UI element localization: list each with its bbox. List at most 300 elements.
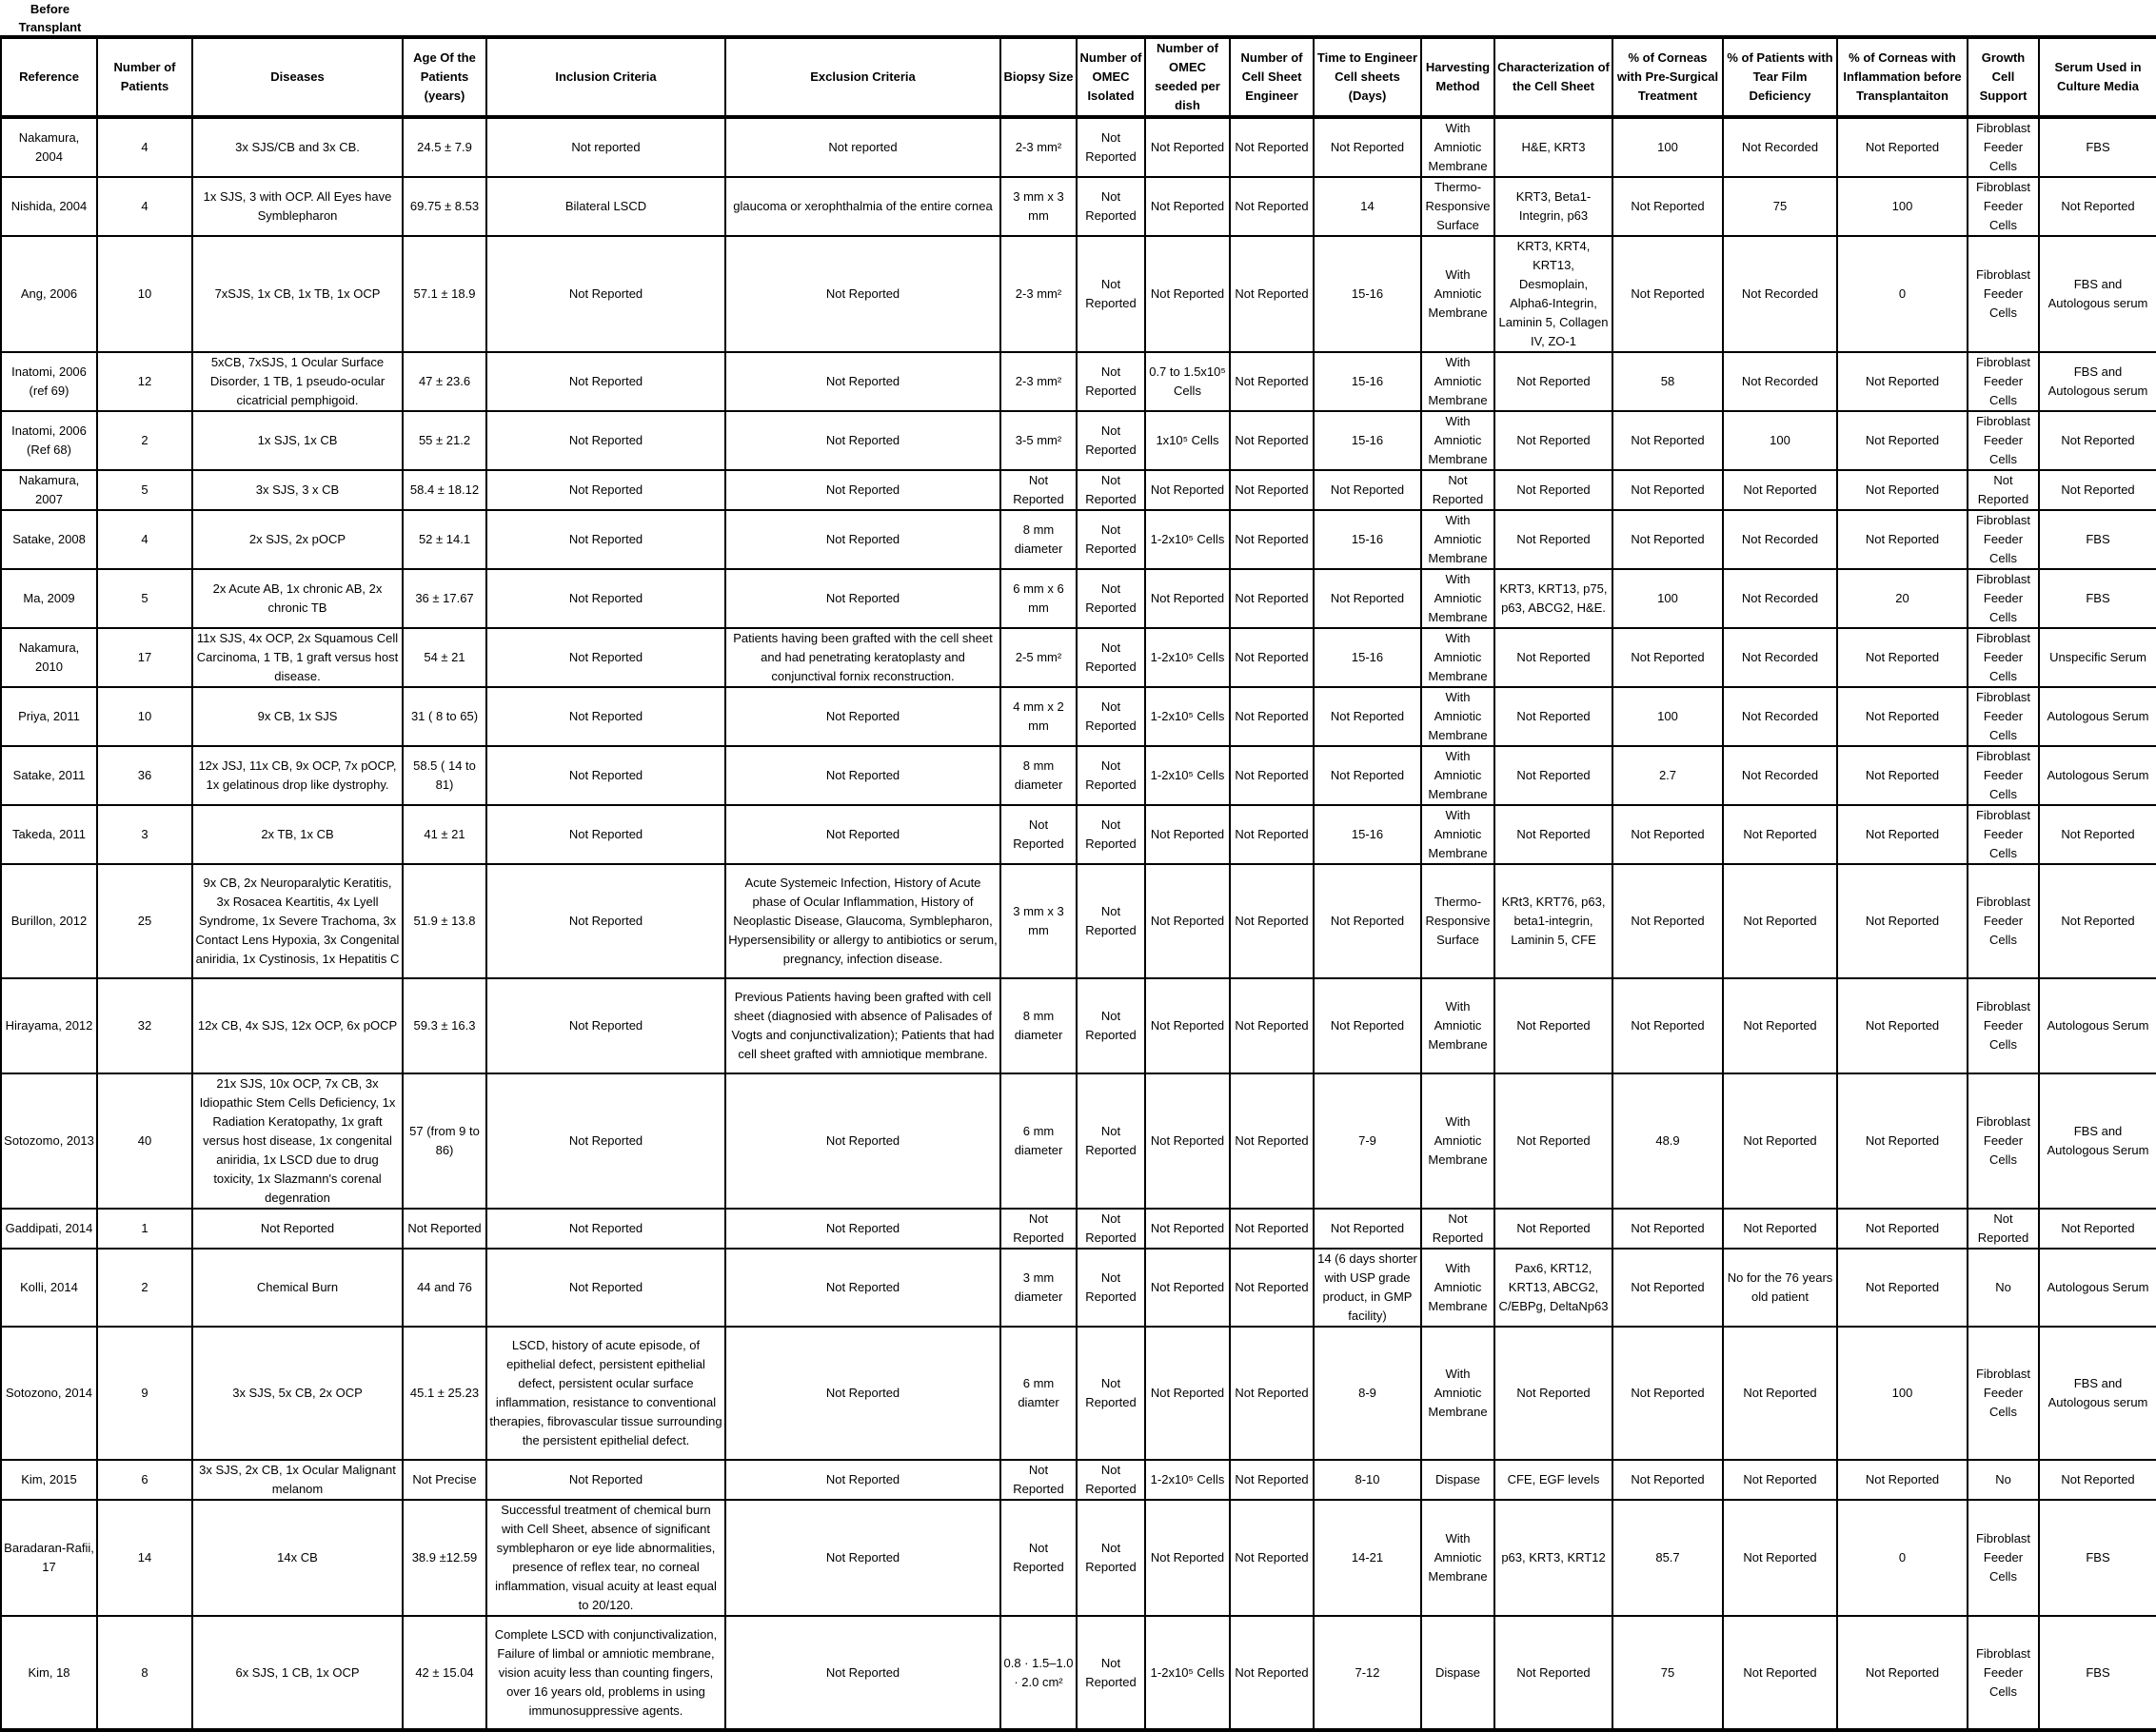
cell-reference: Sotozono, 2014 (1, 1327, 97, 1460)
cell-serum: FBS and Autologous Serum (2039, 1073, 2156, 1209)
cell-biopsy-size: 6 mm diamter (1000, 1327, 1077, 1460)
cell-growth-cell-support: Fibroblast Feeder Cells (1968, 628, 2039, 687)
cell-age: Not Reported (403, 1209, 486, 1249)
cell-omec-isolated: Not Reported (1077, 236, 1145, 352)
cell-serum: Unspecific Serum (2039, 628, 2156, 687)
cell-exclusion-criteria: Not Reported (725, 687, 1000, 746)
cell-omec-isolated: Not Reported (1077, 1209, 1145, 1249)
cell-number-of-patients: 32 (97, 978, 192, 1073)
cell-age: 52 ± 14.1 (403, 510, 486, 569)
cell-growth-cell-support: Fibroblast Feeder Cells (1968, 1616, 2039, 1730)
cell-inflammation: Not Reported (1837, 805, 1968, 864)
cell-inflammation: Not Reported (1837, 687, 1968, 746)
cell-exclusion-criteria: Not Reported (725, 805, 1000, 864)
cell-age: 41 ± 21 (403, 805, 486, 864)
cell-cell-sheet-engineer: Not Reported (1230, 864, 1314, 978)
cell-exclusion-criteria: Not Reported (725, 1616, 1000, 1730)
cell-inflammation: Not Reported (1837, 864, 1968, 978)
cell-omec-isolated: Not Reported (1077, 569, 1145, 628)
header-serum: Serum Used in Culture Media (2039, 37, 2156, 117)
cell-reference: Nakamura, 2007 (1, 470, 97, 510)
cell-growth-cell-support: No (1968, 1460, 2039, 1500)
cell-pre-surgical-treatment: Not Reported (1612, 1327, 1723, 1460)
cell-serum: Not Reported (2039, 1460, 2156, 1500)
cell-reference: Nakamura, 2004 (1, 117, 97, 177)
cell-cell-sheet-engineer: Not Reported (1230, 687, 1314, 746)
cell-pre-surgical-treatment: 100 (1612, 569, 1723, 628)
cell-inclusion-criteria: Not Reported (486, 628, 725, 687)
cell-cell-sheet-engineer: Not Reported (1230, 1249, 1314, 1327)
cell-characterization: p63, KRT3, KRT12 (1494, 1500, 1612, 1616)
cell-pre-surgical-treatment: Not Reported (1612, 978, 1723, 1073)
cell-tear-film-deficiency: Not Reported (1723, 864, 1837, 978)
table-row (1, 1327, 2156, 1460)
cell-biopsy-size: Not Reported (1000, 1209, 1077, 1249)
cell-exclusion-criteria: Acute Systemeic Infection, History of Acute phase of Ocular Inflammation, History of Neoplastic Disease, Glaucoma, Symblepharon, Hypersensibility or allergy to antibiotics or serum, pregnancy, infection disease. (725, 864, 1000, 978)
cell-omec-seeded: 1-2x10⁵ Cells (1145, 510, 1230, 569)
cell-exclusion-criteria: Not Reported (725, 1073, 1000, 1209)
cell-harvesting-method: With Amniotic Membrane (1421, 411, 1494, 470)
cell-harvesting-method: With Amniotic Membrane (1421, 1249, 1494, 1327)
cell-pre-surgical-treatment: 58 (1612, 352, 1723, 411)
cell-time-to-engineer: 7-12 (1314, 1616, 1421, 1730)
cell-number-of-patients: 12 (97, 352, 192, 411)
cell-diseases: 1x SJS, 3 with OCP. All Eyes have Symblepharon (192, 177, 403, 236)
cell-serum: Autologous Serum (2039, 746, 2156, 805)
cell-growth-cell-support: Fibroblast Feeder Cells (1968, 569, 2039, 628)
cell-exclusion-criteria: Not Reported (725, 510, 1000, 569)
cell-inclusion-criteria: Not Reported (486, 687, 725, 746)
cell-inflammation: Not Reported (1837, 411, 1968, 470)
cell-growth-cell-support: No (1968, 1249, 2039, 1327)
cell-inflammation: Not Reported (1837, 510, 1968, 569)
cell-diseases: 6x SJS, 1 CB, 1x OCP (192, 1616, 403, 1730)
table-row (1, 687, 2156, 746)
cell-number-of-patients: 9 (97, 1327, 192, 1460)
cell-reference: Ma, 2009 (1, 569, 97, 628)
cell-characterization: KRt3, KRT76, p63, beta1-integrin, Laminin 5, CFE (1494, 864, 1612, 978)
cell-growth-cell-support: Fibroblast Feeder Cells (1968, 177, 2039, 236)
cell-inclusion-criteria: Not reported (486, 117, 725, 177)
cell-inclusion-criteria: Not Reported (486, 1209, 725, 1249)
cell-biopsy-size: Not Reported (1000, 1460, 1077, 1500)
cell-reference: Kim, 18 (1, 1616, 97, 1730)
cell-tear-film-deficiency: Not Recorded (1723, 687, 1837, 746)
cell-reference: Takeda, 2011 (1, 805, 97, 864)
cell-cell-sheet-engineer: Not Reported (1230, 510, 1314, 569)
table-row (1, 236, 2156, 352)
cell-inflammation: Not Reported (1837, 352, 1968, 411)
cell-biopsy-size: 6 mm x 6 mm (1000, 569, 1077, 628)
table-row (1, 978, 2156, 1073)
cell-number-of-patients: 14 (97, 1500, 192, 1616)
cell-pre-surgical-treatment: Not Reported (1612, 864, 1723, 978)
cell-number-of-patients: 10 (97, 687, 192, 746)
cell-growth-cell-support: Fibroblast Feeder Cells (1968, 687, 2039, 746)
cell-harvesting-method: With Amniotic Membrane (1421, 569, 1494, 628)
cell-time-to-engineer: 8-10 (1314, 1460, 1421, 1500)
cell-harvesting-method: With Amniotic Membrane (1421, 1500, 1494, 1616)
table-row (1, 117, 2156, 177)
cell-diseases: 2x TB, 1x CB (192, 805, 403, 864)
cell-age: 42 ± 15.04 (403, 1616, 486, 1730)
cell-characterization: Not Reported (1494, 1616, 1612, 1730)
cell-tear-film-deficiency: Not Recorded (1723, 628, 1837, 687)
cell-growth-cell-support: Fibroblast Feeder Cells (1968, 1327, 2039, 1460)
cell-number-of-patients: 4 (97, 510, 192, 569)
cell-biopsy-size: 8 mm diameter (1000, 746, 1077, 805)
header-cell-sheet-engineer: Number of Cell Sheet Engineer (1230, 37, 1314, 117)
cell-diseases: Chemical Burn (192, 1249, 403, 1327)
cell-time-to-engineer: 15-16 (1314, 411, 1421, 470)
cell-characterization: CFE, EGF levels (1494, 1460, 1612, 1500)
cell-inflammation: Not Reported (1837, 117, 1968, 177)
cell-inclusion-criteria: Not Reported (486, 1249, 725, 1327)
cell-inclusion-criteria: Not Reported (486, 805, 725, 864)
cell-growth-cell-support: Fibroblast Feeder Cells (1968, 1500, 2039, 1616)
cell-omec-isolated: Not Reported (1077, 805, 1145, 864)
cell-number-of-patients: 4 (97, 117, 192, 177)
header-inflammation: % of Corneas with Inflammation before Transplantaiton (1837, 37, 1968, 117)
cell-reference: Kim, 2015 (1, 1460, 97, 1500)
cell-serum: FBS (2039, 1500, 2156, 1616)
cell-biopsy-size: 3 mm x 3 mm (1000, 177, 1077, 236)
cell-omec-seeded: Not Reported (1145, 569, 1230, 628)
cell-omec-isolated: Not Reported (1077, 746, 1145, 805)
cell-reference: Satake, 2011 (1, 746, 97, 805)
cell-tear-film-deficiency: Not Reported (1723, 978, 1837, 1073)
cell-number-of-patients: 5 (97, 470, 192, 510)
cell-number-of-patients: 17 (97, 628, 192, 687)
table-row (1, 1209, 2156, 1249)
cell-omec-seeded: Not Reported (1145, 805, 1230, 864)
cell-number-of-patients: 25 (97, 864, 192, 978)
cell-inflammation: 100 (1837, 177, 1968, 236)
cell-diseases: 9x CB, 2x Neuroparalytic Keratitis, 3x Rosacea Keartitis, 4x Lyell Syndrome, 1x Severe Trachoma, 3x Contact Lens Hypoxia, 3x Congenital aniridia, 1x Cystinosis, 1x Hepatitis C (192, 864, 403, 978)
header-harvesting-method: Harvesting Method (1421, 37, 1494, 117)
cell-exclusion-criteria: glaucoma or xerophthalmia of the entire cornea (725, 177, 1000, 236)
cell-age: 51.9 ± 13.8 (403, 864, 486, 978)
cell-tear-film-deficiency: Not Reported (1723, 1500, 1837, 1616)
table-row (1, 805, 2156, 864)
cell-age: 45.1 ± 25.23 (403, 1327, 486, 1460)
cell-harvesting-method: With Amniotic Membrane (1421, 687, 1494, 746)
cell-biopsy-size: 2-5 mm² (1000, 628, 1077, 687)
cell-omec-isolated: Not Reported (1077, 411, 1145, 470)
cell-exclusion-criteria: Not Reported (725, 1249, 1000, 1327)
cell-biopsy-size: 2-3 mm² (1000, 236, 1077, 352)
cell-omec-seeded: Not Reported (1145, 117, 1230, 177)
cell-age: 57.1 ± 18.9 (403, 236, 486, 352)
table-row (1, 1460, 2156, 1500)
cell-biopsy-size: 2-3 mm² (1000, 117, 1077, 177)
cell-omec-isolated: Not Reported (1077, 510, 1145, 569)
cell-number-of-patients: 36 (97, 746, 192, 805)
cell-serum: FBS and Autologous serum (2039, 352, 2156, 411)
cell-inclusion-criteria: Not Reported (486, 1073, 725, 1209)
cell-tear-film-deficiency: Not Recorded (1723, 352, 1837, 411)
cell-omec-seeded: Not Reported (1145, 470, 1230, 510)
cell-omec-seeded: 0.7 to 1.5x10⁵ Cells (1145, 352, 1230, 411)
cell-inclusion-criteria: Not Reported (486, 569, 725, 628)
cell-inflammation: Not Reported (1837, 1073, 1968, 1209)
cell-exclusion-criteria: Not Reported (725, 236, 1000, 352)
cell-tear-film-deficiency: Not Reported (1723, 1073, 1837, 1209)
cell-inclusion-criteria: Not Reported (486, 864, 725, 978)
cell-diseases: 12x JSJ, 11x CB, 9x OCP, 7x pOCP, 1x gelatinous drop like dystrophy. (192, 746, 403, 805)
cell-characterization: Not Reported (1494, 1073, 1612, 1209)
cell-growth-cell-support: Not Reported (1968, 1209, 2039, 1249)
cell-omec-isolated: Not Reported (1077, 1460, 1145, 1500)
cell-diseases: 3x SJS, 5x CB, 2x OCP (192, 1327, 403, 1460)
cell-inflammation: Not Reported (1837, 746, 1968, 805)
cell-biopsy-size: Not Reported (1000, 1500, 1077, 1616)
cell-exclusion-criteria: Not Reported (725, 746, 1000, 805)
cell-time-to-engineer: 14 (1314, 177, 1421, 236)
table-row (1, 470, 2156, 510)
table-row (1, 177, 2156, 236)
cell-tear-film-deficiency: Not Reported (1723, 470, 1837, 510)
cell-characterization: Pax6, KRT12, KRT13, ABCG2, C/EBPg, DeltaNp63 (1494, 1249, 1612, 1327)
cell-harvesting-method: Thermo-Responsive Surface (1421, 864, 1494, 978)
cell-reference: Gaddipati, 2014 (1, 1209, 97, 1249)
cell-time-to-engineer: Not Reported (1314, 569, 1421, 628)
cell-omec-seeded: 1x10⁵ Cells (1145, 411, 1230, 470)
cell-age: 38.9 ±12.59 (403, 1500, 486, 1616)
cell-age: 59.3 ± 16.3 (403, 978, 486, 1073)
cell-inclusion-criteria: Not Reported (486, 1460, 725, 1500)
cell-serum: Not Reported (2039, 805, 2156, 864)
cell-omec-seeded: Not Reported (1145, 1209, 1230, 1249)
cell-pre-surgical-treatment: Not Reported (1612, 470, 1723, 510)
cell-omec-isolated: Not Reported (1077, 1327, 1145, 1460)
cell-pre-surgical-treatment: 48.9 (1612, 1073, 1723, 1209)
cell-number-of-patients: 10 (97, 236, 192, 352)
cell-tear-film-deficiency: Not Reported (1723, 1460, 1837, 1500)
cell-biopsy-size: 4 mm x 2 mm (1000, 687, 1077, 746)
table-row (1, 746, 2156, 805)
cell-tear-film-deficiency: Not Reported (1723, 1327, 1837, 1460)
cell-reference: Nakamura, 2010 (1, 628, 97, 687)
cell-pre-surgical-treatment: Not Reported (1612, 1460, 1723, 1500)
cell-omec-seeded: Not Reported (1145, 978, 1230, 1073)
cell-diseases: 5xCB, 7xSJS, 1 Ocular Surface Disorder, 1 TB, 1 pseudo-ocular cicatricial pemphigoid. (192, 352, 403, 411)
cell-time-to-engineer: Not Reported (1314, 746, 1421, 805)
cell-pre-surgical-treatment: 100 (1612, 117, 1723, 177)
cell-characterization: KRT3, Beta1-Integrin, p63 (1494, 177, 1612, 236)
cell-pre-surgical-treatment: Not Reported (1612, 1249, 1723, 1327)
cell-harvesting-method: With Amniotic Membrane (1421, 628, 1494, 687)
cell-number-of-patients: 2 (97, 411, 192, 470)
cell-omec-seeded: 1-2x10⁵ Cells (1145, 1616, 1230, 1730)
cell-omec-seeded: Not Reported (1145, 864, 1230, 978)
cell-harvesting-method: Not Reported (1421, 1209, 1494, 1249)
header-growth-cell-support: Growth Cell Support (1968, 37, 2039, 117)
cell-inflammation: Not Reported (1837, 1249, 1968, 1327)
cell-time-to-engineer: 7-9 (1314, 1073, 1421, 1209)
cell-biopsy-size: 8 mm diameter (1000, 510, 1077, 569)
cell-tear-film-deficiency: Not Recorded (1723, 117, 1837, 177)
cell-biopsy-size: 8 mm diameter (1000, 978, 1077, 1073)
cell-age: 58.4 ± 18.12 (403, 470, 486, 510)
cell-diseases: 12x CB, 4x SJS, 12x OCP, 6x pOCP (192, 978, 403, 1073)
cell-pre-surgical-treatment: 85.7 (1612, 1500, 1723, 1616)
cell-reference: Nishida, 2004 (1, 177, 97, 236)
cell-serum: FBS (2039, 117, 2156, 177)
cell-biopsy-size: 3 mm x 3 mm (1000, 864, 1077, 978)
table-row (1, 1500, 2156, 1616)
cell-diseases: 2x Acute AB, 1x chronic AB, 2x chronic TB (192, 569, 403, 628)
cell-characterization: Not Reported (1494, 805, 1612, 864)
cell-time-to-engineer: Not Reported (1314, 978, 1421, 1073)
table-row (1, 352, 2156, 411)
transplant-data-table (0, 35, 2156, 1732)
cell-tear-film-deficiency: Not Reported (1723, 1616, 1837, 1730)
header-time-to-engineer: Time to Engineer Cell sheets (Days) (1314, 37, 1421, 117)
cell-omec-isolated: Not Reported (1077, 978, 1145, 1073)
cell-exclusion-criteria: Not Reported (725, 352, 1000, 411)
cell-reference: Baradaran-Rafii, 17 (1, 1500, 97, 1616)
cell-inclusion-criteria: Not Reported (486, 411, 725, 470)
cell-serum: Autologous Serum (2039, 687, 2156, 746)
cell-characterization: Not Reported (1494, 1209, 1612, 1249)
cell-biopsy-size: 3-5 mm² (1000, 411, 1077, 470)
table-header-row (1, 37, 2156, 117)
cell-diseases: 9x CB, 1x SJS (192, 687, 403, 746)
cell-characterization: Not Reported (1494, 352, 1612, 411)
cell-omec-isolated: Not Reported (1077, 1500, 1145, 1616)
header-age: Age Of the Patients (years) (403, 37, 486, 117)
cell-harvesting-method: Thermo-Responsive Surface (1421, 177, 1494, 236)
cell-characterization: Not Reported (1494, 978, 1612, 1073)
cell-serum: Not Reported (2039, 177, 2156, 236)
cell-time-to-engineer: Not Reported (1314, 470, 1421, 510)
cell-growth-cell-support: Fibroblast Feeder Cells (1968, 510, 2039, 569)
cell-inclusion-criteria: Not Reported (486, 236, 725, 352)
header-tear-film-deficiency: % of Patients with Tear Film Deficiency (1723, 37, 1837, 117)
cell-cell-sheet-engineer: Not Reported (1230, 470, 1314, 510)
cell-diseases: Not Reported (192, 1209, 403, 1249)
cell-time-to-engineer: 14 (6 days shorter with USP grade product, in GMP facility) (1314, 1249, 1421, 1327)
cell-cell-sheet-engineer: Not Reported (1230, 805, 1314, 864)
cell-exclusion-criteria: Patients having been grafted with the cell sheet and had penetrating keratoplasty and conjunctival fornix reconstruction. (725, 628, 1000, 687)
cell-growth-cell-support: Fibroblast Feeder Cells (1968, 1073, 2039, 1209)
cell-pre-surgical-treatment: 100 (1612, 687, 1723, 746)
cell-diseases: 3x SJS, 2x CB, 1x Ocular Malignant melanom (192, 1460, 403, 1500)
cell-age: 31 ( 8 to 65) (403, 687, 486, 746)
cell-inclusion-criteria: Not Reported (486, 352, 725, 411)
cell-growth-cell-support: Fibroblast Feeder Cells (1968, 864, 2039, 978)
cell-number-of-patients: 2 (97, 1249, 192, 1327)
cell-inflammation: 0 (1837, 1500, 1968, 1616)
cell-tear-film-deficiency: No for the 76 years old patient (1723, 1249, 1837, 1327)
cell-omec-isolated: Not Reported (1077, 687, 1145, 746)
cell-omec-seeded: Not Reported (1145, 177, 1230, 236)
header-diseases: Diseases (192, 37, 403, 117)
cell-reference: Satake, 2008 (1, 510, 97, 569)
cell-time-to-engineer: Not Reported (1314, 864, 1421, 978)
cell-omec-isolated: Not Reported (1077, 352, 1145, 411)
cell-inclusion-criteria: Successful treatment of chemical burn with Cell Sheet, absence of significant symblepharon or eye lide abnormalities, presence of reflex tear, no corneal inflammation, visual acuity at least equal to 20/120. (486, 1500, 725, 1616)
cell-harvesting-method: With Amniotic Membrane (1421, 746, 1494, 805)
cell-inflammation: Not Reported (1837, 628, 1968, 687)
cell-serum: Not Reported (2039, 1209, 2156, 1249)
cell-harvesting-method: With Amniotic Membrane (1421, 352, 1494, 411)
table-row (1, 1249, 2156, 1327)
cell-inflammation: Not Reported (1837, 1616, 1968, 1730)
cell-serum: Not Reported (2039, 470, 2156, 510)
cell-omec-seeded: Not Reported (1145, 1249, 1230, 1327)
cell-cell-sheet-engineer: Not Reported (1230, 1073, 1314, 1209)
cell-age: Not Precise (403, 1460, 486, 1500)
cell-diseases: 1x SJS, 1x CB (192, 411, 403, 470)
cell-exclusion-criteria: Not Reported (725, 411, 1000, 470)
cell-serum: FBS (2039, 510, 2156, 569)
cell-omec-isolated: Not Reported (1077, 470, 1145, 510)
cell-omec-seeded: 1-2x10⁵ Cells (1145, 1460, 1230, 1500)
cell-growth-cell-support: Fibroblast Feeder Cells (1968, 805, 2039, 864)
cell-characterization: KRT3, KRT13, p75, p63, ABCG2, H&E. (1494, 569, 1612, 628)
cell-time-to-engineer: Not Reported (1314, 687, 1421, 746)
header-pre-surgical-treatment: % of Corneas with Pre-Surgical Treatment (1612, 37, 1723, 117)
cell-serum: Autologous Serum (2039, 978, 2156, 1073)
cell-inclusion-criteria: Not Reported (486, 510, 725, 569)
cell-reference: Burillon, 2012 (1, 864, 97, 978)
cell-omec-seeded: Not Reported (1145, 236, 1230, 352)
cell-cell-sheet-engineer: Not Reported (1230, 1500, 1314, 1616)
cell-age: 44 and 76 (403, 1249, 486, 1327)
cell-reference: Hirayama, 2012 (1, 978, 97, 1073)
cell-serum: FBS (2039, 569, 2156, 628)
cell-age: 24.5 ± 7.9 (403, 117, 486, 177)
cell-reference: Kolli, 2014 (1, 1249, 97, 1327)
cell-age: 55 ± 21.2 (403, 411, 486, 470)
cell-harvesting-method: With Amniotic Membrane (1421, 1327, 1494, 1460)
cell-serum: FBS and Autologous serum (2039, 1327, 2156, 1460)
cell-diseases: 7xSJS, 1x CB, 1x TB, 1x OCP (192, 236, 403, 352)
cell-pre-surgical-treatment: Not Reported (1612, 236, 1723, 352)
cell-inclusion-criteria: Complete LSCD with conjunctivalization, Failure of limbal or amniotic membrane, vision acuity less than counting fingers, over 16 years old, problems in using immunosuppressive agents. (486, 1616, 725, 1730)
cell-omec-seeded: 1-2x10⁵ Cells (1145, 687, 1230, 746)
cell-tear-film-deficiency: Not Recorded (1723, 236, 1837, 352)
cell-time-to-engineer: 15-16 (1314, 805, 1421, 864)
cell-characterization: Not Reported (1494, 746, 1612, 805)
cell-inclusion-criteria: Bilateral LSCD (486, 177, 725, 236)
cell-characterization: Not Reported (1494, 628, 1612, 687)
table-row (1, 628, 2156, 687)
cell-pre-surgical-treatment: 2.7 (1612, 746, 1723, 805)
cell-reference: Inatomi, 2006 (ref 69) (1, 352, 97, 411)
cell-omec-isolated: Not Reported (1077, 177, 1145, 236)
cell-pre-surgical-treatment: Not Reported (1612, 510, 1723, 569)
cell-age: 57 (from 9 to 86) (403, 1073, 486, 1209)
cell-diseases: 2x SJS, 2x pOCP (192, 510, 403, 569)
cell-exclusion-criteria: Not Reported (725, 1500, 1000, 1616)
cell-cell-sheet-engineer: Not Reported (1230, 978, 1314, 1073)
cell-tear-film-deficiency: 75 (1723, 177, 1837, 236)
cell-cell-sheet-engineer: Not Reported (1230, 236, 1314, 352)
cell-age: 69.75 ± 8.53 (403, 177, 486, 236)
cell-serum: Not Reported (2039, 864, 2156, 978)
cell-growth-cell-support: Fibroblast Feeder Cells (1968, 352, 2039, 411)
cell-diseases: 14x CB (192, 1500, 403, 1616)
header-characterization: Characterization of the Cell Sheet (1494, 37, 1612, 117)
cell-cell-sheet-engineer: Not Reported (1230, 569, 1314, 628)
cell-time-to-engineer: 14-21 (1314, 1500, 1421, 1616)
cell-omec-seeded: 1-2x10⁵ Cells (1145, 628, 1230, 687)
cell-characterization: Not Reported (1494, 687, 1612, 746)
cell-exclusion-criteria: Not Reported (725, 569, 1000, 628)
